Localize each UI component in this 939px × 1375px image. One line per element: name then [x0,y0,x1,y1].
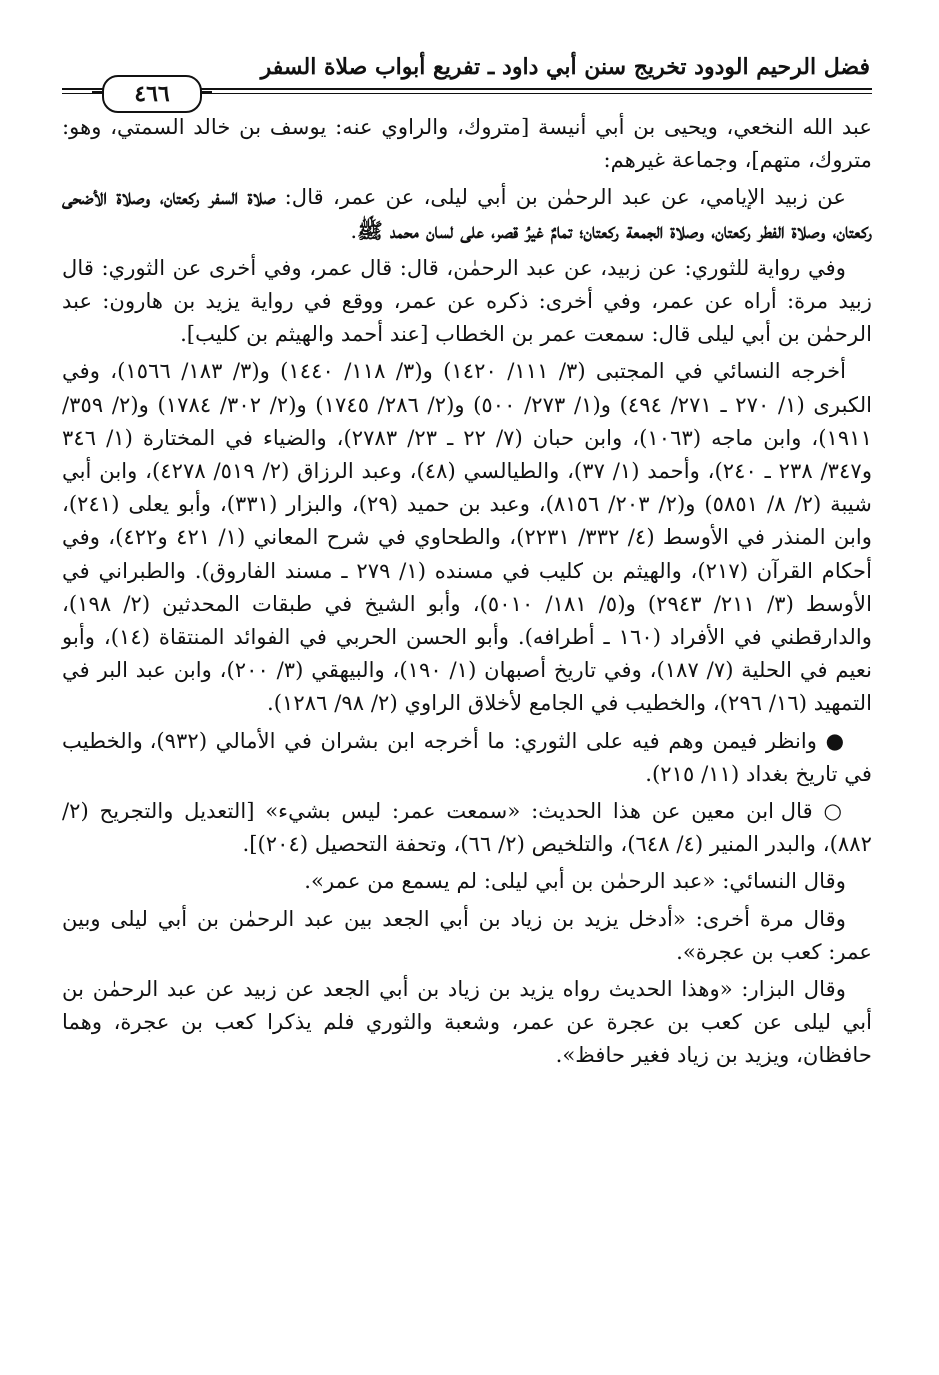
paragraph-3 [62,251,872,351]
hadith-text-bold: صلاة السفر ركعتان، وصلاة الأضحى ركعتان، وصلاة الفطر ركعتان، وصلاة الجمعة ركعتان؛ تمامٌ غيرُ قصر، على لسان محمد ﷺ [62,184,872,243]
text-run: وقال النسائي: «عبد الرحمٰن بن أبي ليلى: لم يسمع من عمر». [304,868,846,894]
text-run: عن زبيد الإيامي، عن عبد الرحمٰن بن أبي ليلى، عن عمر، قال: [275,184,846,210]
text-run: وقال مرة أخرى: «أدخل يزيد بن زياد بن أبي الجعد بين عبد الرحمٰن بن أبي ليلى وبين عمر: كعب بن عجرة». [62,905,872,964]
paragraph-8 [62,902,872,968]
text-run: أخرجه النسائي في المجتبى (٣/ ١١١/ ١٤٢٠) و(٣/ ١١٨/ ١٤٤٠) و(٣/ ١٨٣/ ١٥٦٦)، وفي الكبرى (١/ ٢٧٠ ـ ٢٧١/ ٤٩٤) و(١/ ٢٧٣/ ٥٠٠) و(٢/ ٢٨٦/ ١٧٤٥) و(٢/ ٣٠٢/ ١٧٨٤) و(٢/ ٣٥٩/ ١٩١١)، وابن ماجه (١٠٦٣)، وابن حبان (٧/ ٢٢ ـ ٢٣/ ٢٧٨٣)، والضياء في المختارة (١/ ٣٤٦ و٣٤٧/ ٢٣٨ ـ ٢٤٠)، وأحمد (١/ ٣٧)، والطيالسي (٤٨)، وعبد الرزاق (٢/ ٥١٩/ ٤٢٧٨)، وابن أبي شيبة (٢/ ٨/ ٥٨٥١) و(٢/ ٢٠٣/ ٨١٥٦)، وعبد بن حميد (٢٩)، والبزار (٣٣١)، وأبو يعلى (٢٤١)، وابن المنذر في الأوسط (٤/ ٣٣٢/ ٢٢٣١)، والطحاوي في شرح المعاني (١/ ٤٢١ و٤٢٢)، وفي أحكام القرآن (٢١٧)، والهيثم بن كليب في مسنده (١/ ٢٧٩ ـ مسند الفاروق). والطبراني في الأوسط (٣/ ٢١١/ ٢٩٤٣) و(٥/ ١٨١/ ٥٠١٠)، وأبو الشيخ في طبقات المحدثين (٢/ ١٩٨)، والدارقطني في الأفراد (١٦٠ ـ أطرافه). وأبو الحسن الحربي في الفوائد المنتقاة (١٤)، وأبو نعيم في الحلية (٧/ ١٨٧)، وفي تاريخ أصبهان (١/ ١٩٠)، والبيهقي (٣/ ٢٠٠)، وابن عبد البر في التمهيد (١٦/ ٢٩٦)، والخطيب في الجامع لأخلاق الراوي (٢/ ٩٨/ ١٢٨٦). [62,358,873,716]
paragraph-5 [62,724,872,790]
text-run: وقال البزار: «وهذا الحديث رواه يزيد بن زياد بن أبي الجعد عن زبيد عن عبد الرحمٰن بن أبي ليلى عن كعب بن عجرة عن عمر، وشعبة والثوري فلم يذكرا كعب بن عجرة، وهما حافظان، ويزيد بن زياد فغير حافظ». [62,976,872,1068]
bullet-filled-icon: ● [825,727,846,753]
paragraph-9 [62,972,872,1072]
paragraph-7 [62,864,872,897]
running-title: فضل الرحيم الودود تخريج سنن أبي داود ـ تفريع أبواب صلاة السفر [260,54,870,80]
text-run: عبد الله النخعي، ويحيى بن أبي أنيسة [متروك، والراوي عنه: يوسف بن خالد السمتي، وهو: متروك، متهم]، وجماعة غيرهم: [62,114,872,173]
paragraph-6 [62,794,872,860]
page-number: ٤٦٦ [134,81,170,107]
page-body [62,110,872,1072]
paragraph-1 [62,110,872,176]
book-page [62,44,872,1072]
page-header [62,44,872,107]
page-number-badge [102,75,202,113]
paragraph-4 [62,354,872,719]
bullet-hollow-icon: ○ [823,798,846,824]
text-run: . [350,217,358,243]
text-run: وفي رواية للثوري: عن زبيد، عن عبد الرحمٰن، قال: قال عمر، وفي أخرى عن الثوري: قال زبيد مرة: أراه عن عمر، وفي أخرى: ذكره عن عمر، ووقع في رواية يزيد بن هارون: عبد الرحمٰن بن أبي ليلى قال: سمعت عمر بن الخطاب [عند أحمد والهيثم بن كليب]. [62,254,872,347]
paragraph-2 [62,180,872,246]
text-run: وانظر فيمن وهم فيه على الثوري: ما أخرجه ابن بشران في الأمالي (٩٣٢)، والخطيب في تاريخ بغداد (١١/ ٢١٥). [62,727,872,786]
text-run: قال ابن معين عن هذا الحديث: «سمعت عمر: ليس بشيء» [التعديل والتجريح (٢/ ٨٨٢)، والبدر المنير (٤/ ٦٤٨)، والتلخيص (٢/ ٦٦)، وتحفة التحصيل (٢٠٤)]. [62,798,872,857]
